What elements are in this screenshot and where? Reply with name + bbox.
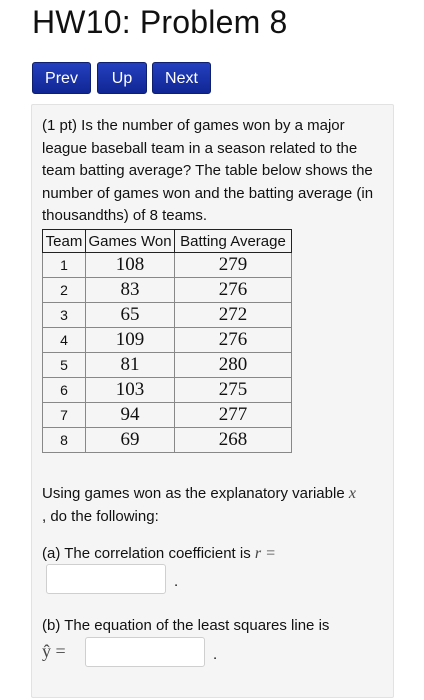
team-cell: 8	[43, 428, 86, 453]
part-b-prompt: (b) The equation of the least squares line is	[42, 617, 330, 634]
table-row	[43, 353, 292, 378]
games-won-cell: 94	[86, 403, 175, 428]
batting-average-cell: 280	[175, 353, 292, 378]
explanatory-instructions	[42, 483, 387, 528]
games-won-cell: 109	[86, 328, 175, 353]
batting-average-cell: 275	[175, 378, 292, 403]
table-row	[43, 253, 292, 278]
table-row	[43, 403, 292, 428]
table-row	[43, 378, 292, 403]
table-row	[43, 303, 292, 328]
games-won-cell: 65	[86, 303, 175, 328]
column-header-batting-average: Batting Average	[175, 230, 292, 253]
page-title: HW10: Problem 8	[32, 4, 288, 40]
explanatory-variable: x	[348, 485, 356, 502]
correlation-answer-input[interactable]	[46, 564, 166, 594]
games-won-cell: 83	[86, 278, 175, 303]
up-button[interactable]: Up	[97, 62, 147, 94]
batting-average-cell: 268	[175, 428, 292, 453]
part-b-math: ŷ =	[42, 641, 66, 661]
problem-intro: (1 pt) Is the number of games won by a major league baseball team in a season related to the team batting average? The table below shows the number of games won and the batting average (in thousandths) of 8 teams.	[42, 117, 374, 224]
table-row	[43, 428, 292, 453]
table-row	[43, 278, 292, 303]
batting-average-cell: 277	[175, 403, 292, 428]
team-cell: 1	[43, 253, 86, 278]
problem-body	[31, 104, 394, 698]
batting-average-cell: 276	[175, 278, 292, 303]
batting-average-cell: 279	[175, 253, 292, 278]
games-won-cell: 69	[86, 428, 175, 453]
table-row	[43, 328, 292, 353]
part-a-text: (a) The correlation coefficient is	[42, 545, 251, 562]
part-a-prompt	[42, 543, 387, 566]
next-button[interactable]: Next	[152, 62, 211, 94]
part-b-period: .	[213, 646, 218, 663]
data-table	[42, 229, 292, 453]
part-a-period: .	[174, 573, 179, 590]
games-won-cell: 103	[86, 378, 175, 403]
column-header-team: Team	[43, 230, 86, 253]
least-squares-answer-input[interactable]	[85, 637, 205, 667]
batting-average-cell: 276	[175, 328, 292, 353]
table-header-row	[43, 230, 292, 253]
team-cell: 7	[43, 403, 86, 428]
team-cell: 3	[43, 303, 86, 328]
games-won-cell: 108	[86, 253, 175, 278]
column-header-games-won: Games Won	[86, 230, 175, 253]
prev-button[interactable]: Prev	[32, 62, 91, 94]
team-cell: 6	[43, 378, 86, 403]
games-won-cell: 81	[86, 353, 175, 378]
team-cell: 2	[43, 278, 86, 303]
explanatory-text: Using games won as the explanatory variable	[42, 485, 345, 502]
team-cell: 5	[43, 353, 86, 378]
team-cell: 4	[43, 328, 86, 353]
batting-average-cell: 272	[175, 303, 292, 328]
explanatory-suffix: , do the following:	[42, 507, 159, 525]
part-a-math: r =	[254, 545, 276, 562]
